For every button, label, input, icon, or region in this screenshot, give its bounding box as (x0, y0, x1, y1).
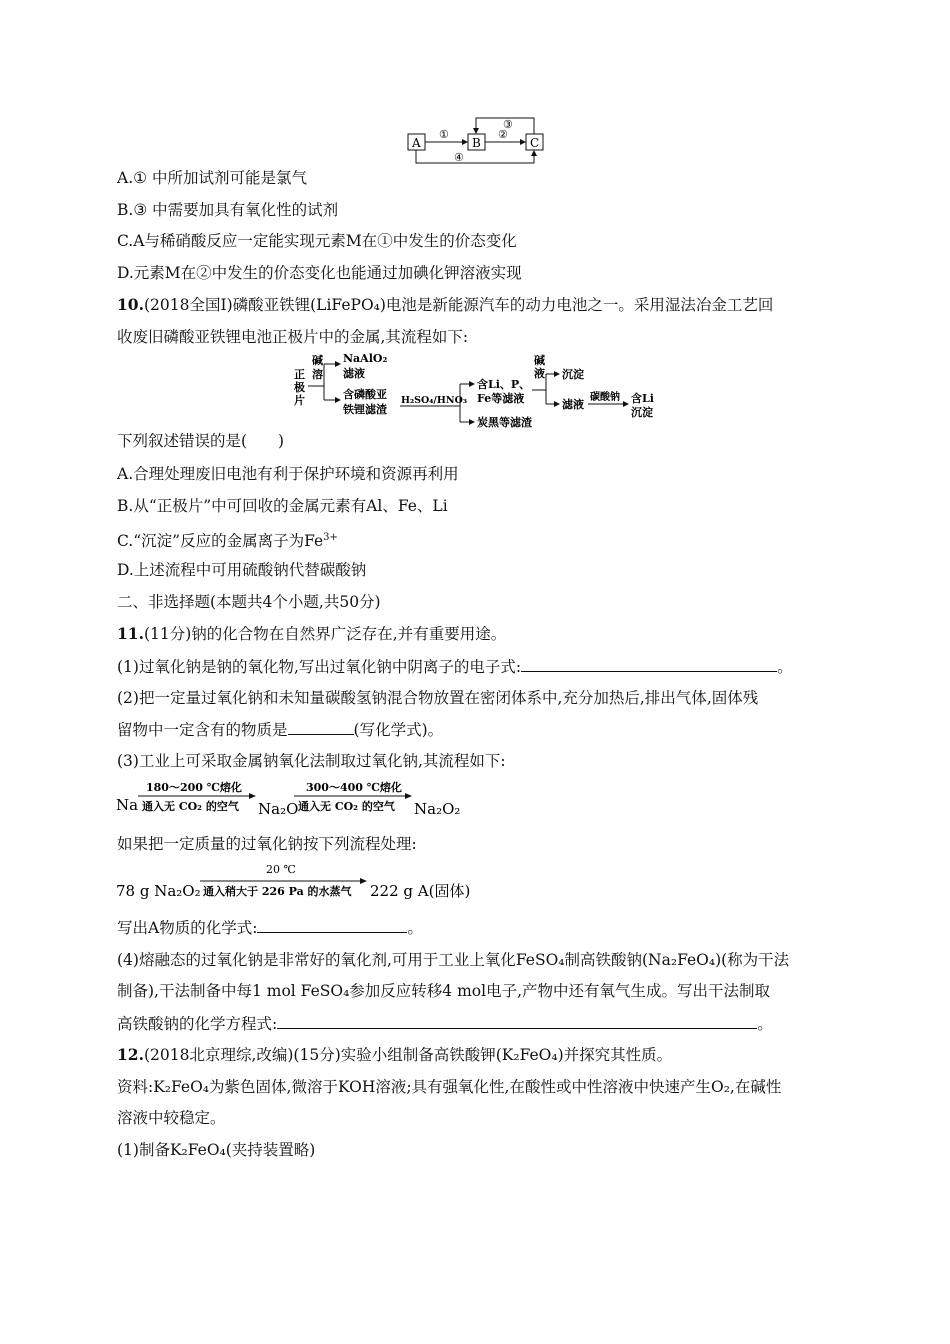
flow-start-1: 正 (294, 368, 305, 381)
q10-stem-line2: 收废旧磷酸亚铁锂电池正极片中的金属,其流程如下: (117, 328, 469, 346)
q11-part4-line3 (117, 1013, 773, 1034)
q12-number: 12. (117, 1045, 144, 1064)
scheme1-arrow1-top: 180～200 ℃熔化 (146, 781, 242, 794)
q12-info-line1: 资料:K₂FeO₄为紫色固体,微溶于KOH溶液;具有强氧化性,在酸性或中性溶液中快速产生O₂,在碱性 (117, 1078, 782, 1096)
flow-precip: 沉淀 (562, 368, 584, 381)
q12-part1: (1)制备K₂FeO₄(夹持装置略) (117, 1141, 316, 1159)
q10-option-c-sup: 3+ (323, 532, 338, 543)
q10-stem-text1: (2018全国Ⅰ)磷酸亚铁锂(LiFePO₄)电池是新能源汽车的动力电池之一。采用湿法冶金工艺回 (143, 296, 774, 314)
flow-filtrate: 滤液 (562, 398, 584, 411)
q11-part3c-end: 。 (407, 919, 423, 937)
flow-acid: H₂SO₄/HNO₃ (401, 395, 467, 406)
flow-start-3: 片 (294, 394, 305, 407)
flow-lfp-residue-2: 铁锂滤渣 (343, 403, 387, 416)
arrow-4 (416, 150, 534, 163)
lifepo4-recycling-flowchart (288, 350, 668, 434)
q10-stem-line1 (117, 295, 773, 315)
q11-part4-line1: (4)熔融态的过氧化钠是非常好的氧化剂,可用于工业上氧化FeSO₄制高铁酸钠(Na₂FeO₄)(称为干法 (117, 951, 790, 969)
q11-number: 11. (117, 624, 144, 643)
q11-part2-line2 (117, 719, 443, 740)
q12-stem-text: (2018北京理综,改编)(15分)实验小组制备高铁酸钾(K₂FeO₄)并探究其性质。 (143, 1046, 673, 1064)
q11-part4-line2: 制备),干法制备中每1 mol FeSO₄参加反应转移4 mol电子,产物中还有氧气生成。写出干法制取 (117, 982, 771, 1000)
section-heading: 二、非选择题(本题共4个小题,共50分) (117, 593, 381, 611)
q11-part1-end: 。 (777, 658, 793, 676)
flow-mid-1: 含Li、P、 (477, 378, 531, 391)
q11-part1-blank[interactable] (521, 656, 777, 672)
box-a-label: A (412, 136, 421, 150)
q11-part3c (117, 917, 423, 938)
scheme1-na2o: Na₂O (258, 800, 299, 818)
q11-part2-line1: (2)把一定量过氧化钠和未知量碳酸氢钠混合物放置在密闭体系中,充分加热后,排出气体,固体残 (117, 689, 759, 707)
q11-part2-text: 留物中一定含有的物质是 (117, 721, 288, 739)
q11-stem-text: (11分)钠的化合物在自然界广泛存在,并有重要用途。 (143, 625, 507, 643)
q10-number: 10. (117, 295, 144, 314)
q9-option-b: B.③ 中需要加具有氧化性的试剂 (117, 201, 339, 219)
box-b-label: B (472, 136, 481, 150)
scheme1-na2o2: Na₂O₂ (414, 800, 461, 818)
q10-option-b: B.从“正极片”中可回收的金属元素有Al、Fe、Li (117, 497, 448, 515)
q11-part3: (3)工业上可采取金属钠氧化法制取过氧化钠,其流程如下: (117, 752, 506, 770)
q12-stem (117, 1045, 672, 1065)
peroxide-hydration-scheme (114, 858, 494, 906)
flow-lfp-residue-1: 含磷酸亚 (343, 388, 387, 401)
scheme2-arrow-top: 20 ℃ (266, 863, 296, 876)
q10-option-c-text: C.“沉淀”反应的金属离子为Fe (117, 532, 324, 551)
scheme2-end: 222 g A(固体) (370, 882, 471, 900)
q11-part3c-text: 写出A物质的化学式: (117, 919, 258, 937)
q10-option-c (117, 528, 338, 551)
q11-part1-text: (1)过氧化钠是钠的氧化物,写出过氧化钠中阴离子的电子式: (117, 658, 522, 676)
arrow-4-label: ④ (454, 151, 464, 164)
flow-naalo2: NaAlO₂ (343, 352, 388, 365)
q10-option-d: D.上述流程中可用硫酸钠代替碳酸钠 (117, 561, 367, 579)
q10-option-a: A.合理处理废旧电池有利于保护环境和资源再利用 (117, 465, 459, 483)
q11-part1 (117, 656, 793, 677)
q11-part4-end: 。 (757, 1015, 773, 1033)
flow-base-1: 碱 (534, 354, 545, 367)
flow-li-1: 含Li (631, 392, 654, 405)
q11-stem (117, 624, 506, 644)
q10-question: 下列叙述错误的是( ) (117, 432, 285, 450)
q9-option-a: A.① 中所加试剂可能是氯气 (117, 169, 307, 187)
q11-part4-text: 高铁酸钠的化学方程式: (117, 1015, 278, 1033)
arrow-3-label: ③ (503, 118, 513, 131)
scheme1-arrow1-bottom: 通入无 CO₂ 的空气 (142, 800, 239, 813)
q11-part3c-blank[interactable] (257, 917, 407, 933)
box-c-label: C (530, 136, 540, 150)
arrow-1-label: ① (439, 128, 449, 141)
scheme1-arrow2-top: 300～400 ℃熔化 (306, 781, 402, 794)
q11-part3b: 如果把一定质量的过氧化钠按下列流程处理: (117, 835, 417, 853)
sodium-oxidation-scheme (114, 776, 474, 820)
q9-option-c: C.A与稀硝酸反应一定能实现元素M在①中发生的价态变化 (117, 232, 517, 250)
flow-carbon: 炭黑等滤渣 (477, 416, 532, 429)
scheme1-na: Na (116, 796, 139, 814)
flow-base-2: 液 (534, 367, 545, 380)
q11-part2-end: (写化学式)。 (353, 721, 444, 739)
flow-reagent: 碳酸钠 (590, 392, 620, 403)
flow-alkali-1: 碱 (312, 354, 323, 367)
scheme2-arrow-bottom: 通入稍大于 226 Pa 的水蒸气 (203, 885, 352, 898)
arrow-2-label: ② (498, 128, 508, 141)
q11-part2-blank[interactable] (288, 719, 354, 735)
flow-alkali-2: 溶 (312, 368, 323, 381)
q9-option-d: D.元素M在②中发生的价态变化也能通过加碘化钾溶液实现 (117, 264, 522, 282)
flow-start-2: 极 (294, 381, 305, 394)
flow-naalo2-liquid: 滤液 (343, 367, 365, 380)
flow-mid-2: Fe等滤液 (477, 392, 525, 405)
q12-info-line2: 溶液中较稳定。 (117, 1109, 226, 1127)
scheme1-arrow2-bottom: 通入无 CO₂ 的空气 (298, 800, 395, 813)
flow-li-2: 沉淀 (631, 406, 653, 419)
element-cycle-diagram (400, 112, 560, 172)
q11-part4-blank[interactable] (277, 1013, 757, 1029)
scheme2-start: 78 g Na₂O₂ (116, 882, 201, 900)
